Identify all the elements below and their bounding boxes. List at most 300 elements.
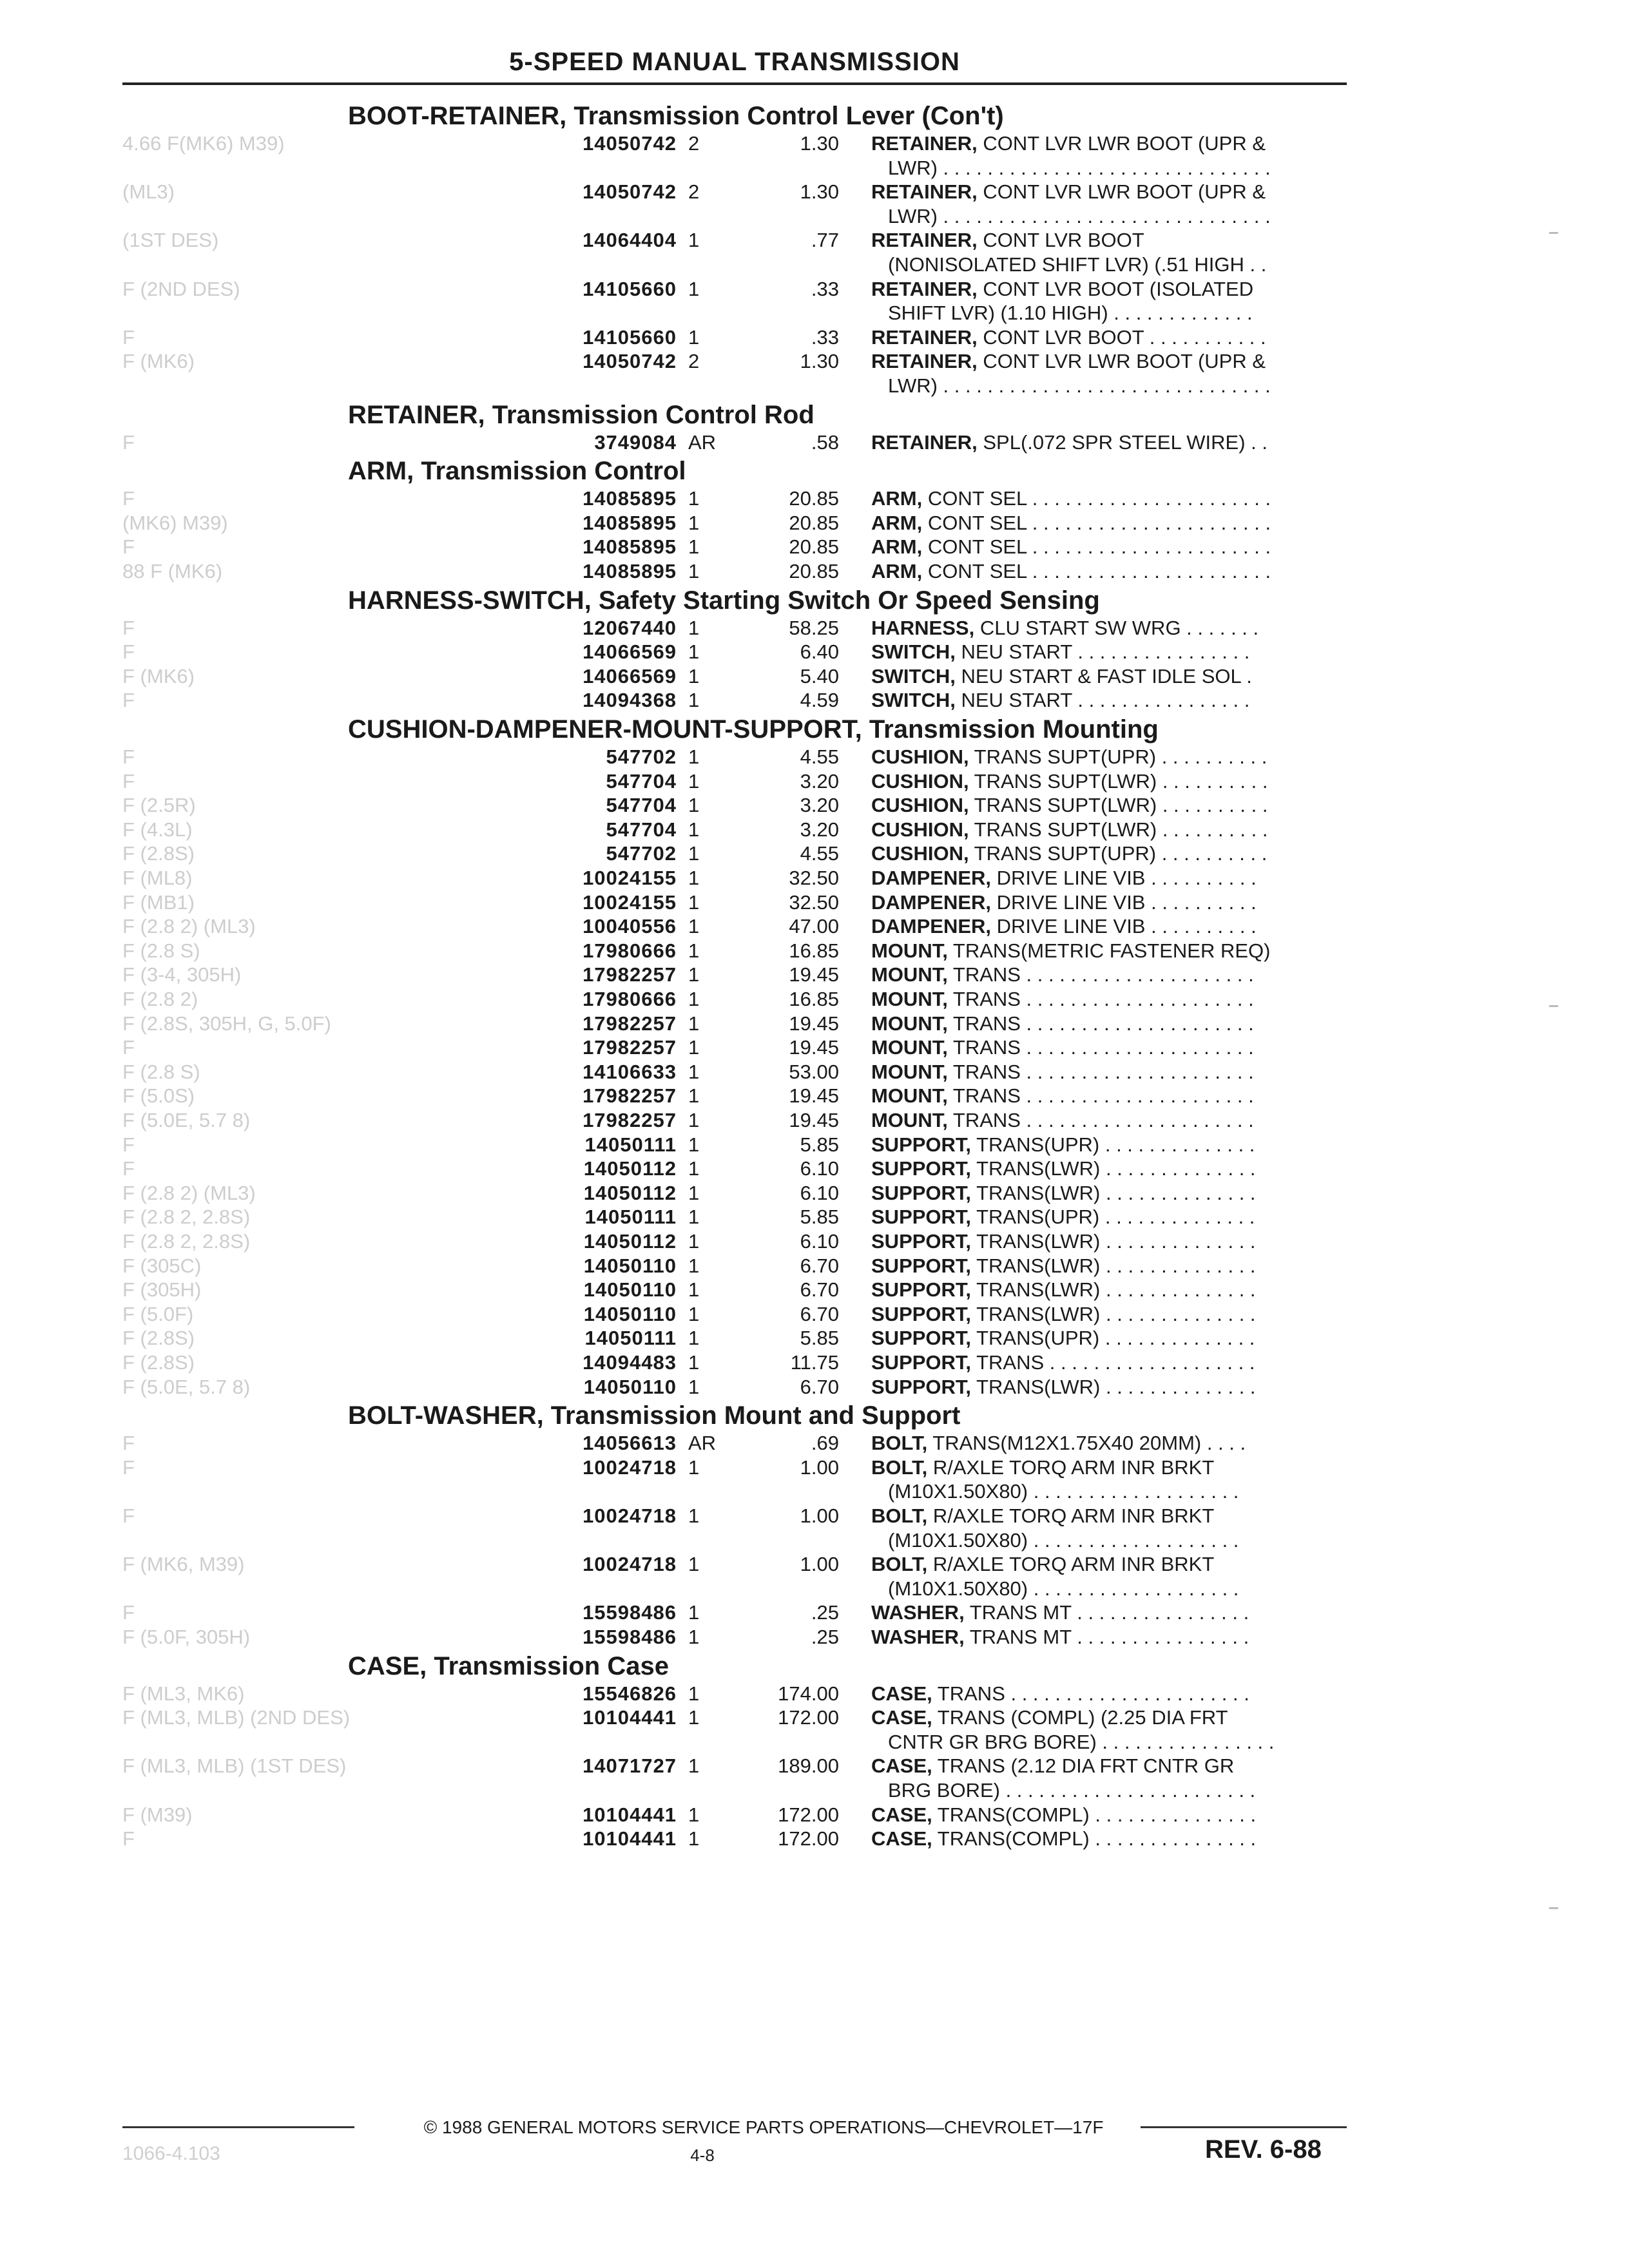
part-detail: DRIVE LINE VIB . . . . . . . . . . xyxy=(991,867,1257,889)
faded-usage-code: F (2.8 2) xyxy=(122,988,198,1010)
part-detail: DRIVE LINE VIB . . . . . . . . . . xyxy=(991,915,1257,938)
quantity: 1 xyxy=(688,1803,700,1826)
table-row xyxy=(0,325,1629,350)
part-description xyxy=(871,1302,1335,1327)
part-description xyxy=(871,1827,1335,1851)
part-description xyxy=(871,818,1335,842)
quantity: 1 xyxy=(688,842,700,865)
quantity: 1 xyxy=(688,867,700,889)
faded-usage-code: F (2.8S, 305H, G, 5.0F) xyxy=(122,1012,331,1035)
quantity: 1 xyxy=(688,1682,700,1705)
quantity: 1 xyxy=(688,1157,700,1180)
quantity: 1 xyxy=(688,1133,700,1156)
price: 174.00 xyxy=(778,1682,839,1705)
faded-usage-code: F (2.8S) xyxy=(122,1327,195,1350)
part-name: CUSHION, xyxy=(871,769,969,793)
quantity: 1 xyxy=(688,1278,700,1302)
price: .33 xyxy=(811,277,839,300)
quantity: 1 xyxy=(688,1084,700,1108)
part-detail: R/AXLE TORQ ARM INR BRKT xyxy=(927,1456,1215,1479)
table-row xyxy=(0,1375,1629,1399)
quantity: 1 xyxy=(688,511,700,534)
faded-usage-code: F (MK6, M39) xyxy=(122,1553,245,1576)
part-number: 10040556 xyxy=(583,915,677,938)
faded-page-code: 1066-4.103 xyxy=(122,2143,220,2164)
faded-usage-code: F (2.8 S) xyxy=(122,1060,200,1083)
part-description xyxy=(871,688,1335,713)
table-row xyxy=(0,430,1629,455)
part-description xyxy=(871,559,1335,584)
table-row xyxy=(0,866,1629,890)
part-name: DAMPENER, xyxy=(871,915,992,938)
part-name: CASE, xyxy=(871,1682,932,1705)
part-name: MOUNT, xyxy=(871,1084,948,1108)
part-description xyxy=(871,1060,1335,1084)
part-number: 17982257 xyxy=(583,1012,677,1035)
faded-usage-code: F xyxy=(122,1827,135,1850)
part-description xyxy=(871,430,1335,455)
part-detail: TRANS(COMPL) . . . . . . . . . . . . . . . xyxy=(932,1827,1257,1850)
part-number: 10104441 xyxy=(583,1706,677,1729)
table-row xyxy=(0,616,1629,640)
part-description xyxy=(871,1456,1335,1480)
price: 1.00 xyxy=(800,1456,839,1479)
part-name: DAMPENER, xyxy=(871,890,992,914)
quantity: 1 xyxy=(688,1302,700,1325)
faded-usage-code: F (5.0F) xyxy=(122,1302,194,1325)
price: 3.20 xyxy=(800,769,839,793)
price: 6.70 xyxy=(800,1278,839,1302)
quantity: 1 xyxy=(688,640,700,664)
table-row xyxy=(0,1035,1629,1060)
quantity: 1 xyxy=(688,915,700,938)
section-heading: RETAINER, Transmission Control Rod xyxy=(348,400,815,429)
quantity: 1 xyxy=(688,616,700,639)
faded-usage-code: F (2.8 2, 2.8S) xyxy=(122,1230,251,1253)
part-description xyxy=(871,1012,1335,1036)
part-detail: TRANS . . . . . . . . . . . . . . . . . . . . . . xyxy=(932,1682,1249,1705)
part-description xyxy=(871,963,1335,987)
part-detail: TRANS . . . . . . . . . . . . . . . . . . . xyxy=(971,1351,1255,1374)
price: 16.85 xyxy=(789,939,839,962)
part-description xyxy=(871,914,1335,939)
table-row xyxy=(0,1803,1629,1827)
price: 4.55 xyxy=(800,842,839,865)
description-continuation: CNTR GR BRG BORE) . . . . . . . . . . . . . . . . xyxy=(888,1730,1275,1753)
faded-usage-code: F (305C) xyxy=(122,1254,202,1277)
part-name: MOUNT, xyxy=(871,939,948,962)
quantity: 1 xyxy=(688,229,700,252)
part-number: 15598486 xyxy=(583,1601,677,1624)
description-continuation: (NONISOLATED SHIFT LVR) (.51 HIGH . . xyxy=(888,253,1267,276)
part-number: 15546826 xyxy=(583,1682,677,1705)
table-row xyxy=(0,1600,1629,1625)
quantity: 1 xyxy=(688,963,700,986)
part-description xyxy=(871,277,1335,302)
part-detail: TRANS . . . . . . . . . . . . . . . . . . . . . xyxy=(947,1060,1254,1083)
part-name: BOLT, xyxy=(871,1504,928,1527)
table-row xyxy=(0,1060,1629,1084)
price: 20.85 xyxy=(789,535,839,559)
part-detail: CONT LVR BOOT (ISOLATED xyxy=(977,277,1254,300)
faded-usage-code: F (2.8 2) (ML3) xyxy=(122,1181,256,1204)
quantity: 1 xyxy=(688,1254,700,1277)
part-detail: TRANS . . . . . . . . . . . . . . . . . . . . . xyxy=(947,1109,1254,1131)
part-name: SUPPORT, xyxy=(871,1254,972,1277)
part-detail: SPL(.072 SPR STEEL WIRE) . . xyxy=(977,430,1268,454)
part-number: 14066569 xyxy=(583,640,677,664)
part-number: 14105660 xyxy=(583,325,677,349)
faded-usage-code: F xyxy=(122,535,135,559)
part-name: CASE, xyxy=(871,1706,932,1729)
part-name: MOUNT, xyxy=(871,1109,948,1131)
faded-usage-code: F (MK6) xyxy=(122,350,195,373)
part-description xyxy=(871,1431,1335,1456)
price: 172.00 xyxy=(778,1706,839,1729)
price: 19.45 xyxy=(789,1012,839,1035)
part-detail: CONT SEL . . . . . . . . . . . . . . . . . . . . . . xyxy=(922,535,1271,559)
table-row xyxy=(0,1456,1629,1480)
faded-usage-code: (1ST DES) xyxy=(122,229,219,252)
faded-usage-code: F (3-4, 305H) xyxy=(122,963,242,986)
quantity: 1 xyxy=(688,939,700,962)
part-name: CASE, xyxy=(871,1754,932,1778)
description-continuation: (M10X1.50X80) . . . . . . . . . . . . . . . . . . . xyxy=(888,1577,1239,1600)
page-number: 4-8 xyxy=(690,2146,715,2165)
part-name: MOUNT, xyxy=(871,1012,948,1035)
part-number: 12067440 xyxy=(583,616,677,639)
part-name: RETAINER, xyxy=(871,350,978,373)
revision-label: REV. 6-88 xyxy=(1205,2135,1322,2164)
part-detail: NEU START . . . . . . . . . . . . . . . . xyxy=(955,689,1250,712)
table-row xyxy=(0,793,1629,818)
part-name: SWITCH, xyxy=(871,664,956,687)
price: 5.85 xyxy=(800,1327,839,1350)
part-name: RETAINER, xyxy=(871,430,978,454)
price: .69 xyxy=(811,1432,839,1455)
table-row xyxy=(0,963,1629,987)
price: 6.10 xyxy=(800,1157,839,1180)
scan-mark xyxy=(1549,1005,1558,1007)
part-number: 14085895 xyxy=(583,511,677,534)
part-name: CUSHION, xyxy=(871,818,969,841)
footer-rule-right xyxy=(1141,2126,1347,2128)
section-heading: BOOT-RETAINER, Transmission Control Lever (Con't) xyxy=(348,102,1004,130)
part-number: 14050110 xyxy=(583,1302,677,1325)
price: 6.10 xyxy=(800,1230,839,1253)
table-row xyxy=(0,769,1629,794)
part-description xyxy=(871,1229,1335,1254)
quantity: 2 xyxy=(688,180,700,204)
quantity: 1 xyxy=(688,1601,700,1624)
quantity: 1 xyxy=(688,794,700,817)
part-description xyxy=(871,1504,1335,1528)
price: 20.85 xyxy=(789,560,839,582)
price: 5.85 xyxy=(800,1206,839,1229)
quantity: 1 xyxy=(688,1181,700,1204)
part-detail: TRANS(METRIC FASTENER REQ) xyxy=(947,939,1271,962)
part-name: WASHER, xyxy=(871,1626,965,1648)
part-detail: R/AXLE TORQ ARM INR BRKT xyxy=(927,1553,1215,1576)
part-name: SUPPORT, xyxy=(871,1278,972,1302)
part-detail: NEU START . . . . . . . . . . . . . . . . xyxy=(955,640,1250,664)
part-number: 14050742 xyxy=(583,350,677,373)
price: 5.85 xyxy=(800,1133,839,1156)
table-row xyxy=(0,511,1629,535)
faded-usage-code: F (MK6) xyxy=(122,664,195,687)
part-description xyxy=(871,1552,1335,1577)
table-row xyxy=(0,1205,1629,1229)
part-detail: TRANS . . . . . . . . . . . . . . . . . . . . . xyxy=(947,963,1254,986)
part-detail: TRANS(M12X1.75X40 20MM) . . . . xyxy=(927,1432,1246,1455)
part-description xyxy=(871,1754,1335,1778)
price: 6.40 xyxy=(800,640,839,664)
part-number: 14085895 xyxy=(583,487,677,510)
price: 6.70 xyxy=(800,1254,839,1277)
part-detail: TRANS . . . . . . . . . . . . . . . . . . . . . xyxy=(947,1012,1254,1035)
part-description xyxy=(871,1035,1335,1060)
part-number: 17982257 xyxy=(583,963,677,986)
part-name: RETAINER, xyxy=(871,229,978,252)
description-continuation: LWR) . . . . . . . . . . . . . . . . . . . . . . . . . . . . . . xyxy=(888,374,1271,397)
part-detail: TRANS SUPT(UPR) . . . . . . . . . . xyxy=(969,842,1268,865)
price: 53.00 xyxy=(789,1060,839,1083)
part-number: 14106633 xyxy=(583,1060,677,1083)
price: 16.85 xyxy=(789,988,839,1010)
price: 47.00 xyxy=(789,915,839,938)
part-description xyxy=(871,1157,1335,1181)
part-name: MOUNT, xyxy=(871,1060,948,1083)
part-name: MOUNT, xyxy=(871,988,948,1010)
part-description xyxy=(871,640,1335,664)
price: 19.45 xyxy=(789,1036,839,1059)
faded-usage-code: F xyxy=(122,640,135,664)
price: 6.70 xyxy=(800,1302,839,1325)
faded-usage-code: F (ML8) xyxy=(122,867,193,889)
faded-usage-code: F (2.8S) xyxy=(122,842,195,865)
faded-usage-code: F (ML3, MK6) xyxy=(122,1682,245,1705)
price: 20.85 xyxy=(789,487,839,510)
footer-rule-left xyxy=(122,2126,354,2128)
quantity: 1 xyxy=(688,1706,700,1729)
price: 19.45 xyxy=(789,963,839,986)
part-description xyxy=(871,1706,1335,1730)
part-description xyxy=(871,1625,1335,1649)
part-name: BOLT, xyxy=(871,1432,928,1455)
part-detail: TRANS (2.12 DIA FRT CNTR GR xyxy=(932,1754,1235,1778)
quantity: 2 xyxy=(688,132,700,155)
table-row xyxy=(0,228,1629,253)
table-row xyxy=(0,1181,1629,1206)
part-number: 3749084 xyxy=(594,430,677,454)
part-number: 14064404 xyxy=(583,229,677,252)
price: 172.00 xyxy=(778,1803,839,1826)
price: 1.00 xyxy=(800,1553,839,1576)
part-name: ARM, xyxy=(871,535,923,559)
part-number: 17980666 xyxy=(583,939,677,962)
table-row xyxy=(0,535,1629,559)
description-continuation: (M10X1.50X80) . . . . . . . . . . . . . . . . . . . xyxy=(888,1480,1239,1503)
part-name: SUPPORT, xyxy=(871,1133,972,1156)
description-continuation: BRG BORE) . . . . . . . . . . . . . . . . . . . . . . . xyxy=(888,1779,1256,1802)
part-description xyxy=(871,1084,1335,1108)
part-detail: TRANS . . . . . . . . . . . . . . . . . . . . . xyxy=(947,988,1254,1010)
part-name: DAMPENER, xyxy=(871,867,992,889)
description-continuation: (M10X1.50X80) . . . . . . . . . . . . . . . . . . . xyxy=(888,1528,1239,1552)
table-row xyxy=(0,841,1629,866)
faded-usage-code: F xyxy=(122,769,135,793)
quantity: 1 xyxy=(688,1060,700,1083)
part-detail: NEU START & FAST IDLE SOL . xyxy=(955,664,1252,687)
faded-usage-code: F (MB1) xyxy=(122,890,195,914)
quantity: 1 xyxy=(688,818,700,841)
part-number: 547702 xyxy=(606,842,677,865)
part-detail: TRANS SUPT(LWR) . . . . . . . . . . xyxy=(969,794,1268,817)
part-detail: TRANS SUPT(LWR) . . . . . . . . . . xyxy=(969,769,1268,793)
part-detail: TRANS SUPT(LWR) . . . . . . . . . . xyxy=(969,818,1268,841)
description-continuation: LWR) . . . . . . . . . . . . . . . . . . . . . . . . . . . . . . xyxy=(888,156,1271,179)
part-number: 14050110 xyxy=(583,1375,677,1398)
table-row xyxy=(0,1157,1629,1181)
quantity: 1 xyxy=(688,745,700,768)
part-name: SUPPORT, xyxy=(871,1302,972,1325)
faded-usage-code: F (2.8 2, 2.8S) xyxy=(122,1206,251,1229)
table-row xyxy=(0,1431,1629,1456)
part-name: RETAINER, xyxy=(871,277,978,300)
part-description xyxy=(871,987,1335,1012)
faded-usage-code: F (ML3, MLB) (2ND DES) xyxy=(122,1706,351,1729)
part-detail: CONT LVR BOOT . . . . . . . . . . . xyxy=(977,325,1266,349)
footer-copyright: © 1988 GENERAL MOTORS SERVICE PARTS OPERATIONS—CHEVROLET—17F xyxy=(423,2117,1104,2137)
table-row xyxy=(0,131,1629,156)
quantity: 2 xyxy=(688,350,700,373)
page-title: 5-SPEED MANUAL TRANSMISSION xyxy=(509,48,960,76)
part-number: 14050112 xyxy=(583,1230,677,1253)
part-name: SUPPORT, xyxy=(871,1230,972,1253)
quantity: 1 xyxy=(688,890,700,914)
faded-usage-code: F (2.5R) xyxy=(122,794,196,817)
faded-usage-code: F (ML3, MLB) (1ST DES) xyxy=(122,1754,347,1778)
table-row xyxy=(0,180,1629,204)
table-row xyxy=(0,1827,1629,1851)
section-heading: BOLT-WASHER, Transmission Mount and Support xyxy=(348,1401,961,1430)
part-detail: TRANS (COMPL) (2.25 DIA FRT xyxy=(932,1706,1228,1729)
table-row xyxy=(0,664,1629,689)
part-number: 14050742 xyxy=(583,180,677,204)
part-description xyxy=(871,1350,1335,1375)
quantity: 1 xyxy=(688,1230,700,1253)
part-name: SUPPORT, xyxy=(871,1351,972,1374)
faded-usage-code: (ML3) xyxy=(122,180,175,204)
part-name: MOUNT, xyxy=(871,963,948,986)
quantity: 1 xyxy=(688,689,700,712)
faded-usage-code: F xyxy=(122,1157,135,1180)
price: .25 xyxy=(811,1626,839,1648)
price: 172.00 xyxy=(778,1827,839,1850)
part-name: CASE, xyxy=(871,1803,932,1826)
part-name: WASHER, xyxy=(871,1601,965,1624)
part-detail: TRANS . . . . . . . . . . . . . . . . . . . . . xyxy=(947,1084,1254,1108)
faded-usage-code: F (5.0E, 5.7 8) xyxy=(122,1109,251,1131)
part-name: BOLT, xyxy=(871,1456,928,1479)
part-name: RETAINER, xyxy=(871,180,978,204)
price: 58.25 xyxy=(789,616,839,639)
part-detail: TRANS MT . . . . . . . . . . . . . . . . xyxy=(964,1626,1249,1648)
quantity: 1 xyxy=(688,560,700,582)
faded-usage-code: F xyxy=(122,1133,135,1156)
quantity: AR xyxy=(688,430,717,454)
price: 6.70 xyxy=(800,1375,839,1398)
part-number: 547704 xyxy=(606,769,677,793)
part-number: 14085895 xyxy=(583,535,677,559)
price: 11.75 xyxy=(790,1351,839,1374)
quantity: 1 xyxy=(688,1504,700,1527)
part-number: 14085895 xyxy=(583,560,677,582)
part-description xyxy=(871,939,1335,963)
faded-usage-code: F (2.8 S) xyxy=(122,939,200,962)
title-rule xyxy=(122,82,1347,85)
part-name: SUPPORT, xyxy=(871,1181,972,1204)
quantity: 1 xyxy=(688,1012,700,1035)
faded-usage-code: 4.66 F(MK6) M39) xyxy=(122,132,285,155)
table-row xyxy=(0,1084,1629,1108)
part-name: SUPPORT, xyxy=(871,1157,972,1180)
table-row xyxy=(0,559,1629,584)
part-description xyxy=(871,1600,1335,1625)
price: 20.85 xyxy=(789,511,839,534)
quantity: 1 xyxy=(688,1109,700,1131)
part-detail: DRIVE LINE VIB . . . . . . . . . . xyxy=(991,890,1257,914)
faded-usage-code: F (2ND DES) xyxy=(122,277,240,300)
part-number: 14050111 xyxy=(584,1206,677,1229)
faded-usage-code: F xyxy=(122,745,135,768)
table-row xyxy=(0,1302,1629,1327)
part-detail: CONT LVR LWR BOOT (UPR & xyxy=(977,132,1266,155)
part-number: 17980666 xyxy=(583,988,677,1010)
part-detail: TRANS(LWR) . . . . . . . . . . . . . . xyxy=(971,1254,1256,1277)
table-row xyxy=(0,939,1629,963)
section-heading: CUSHION-DAMPENER-MOUNT-SUPPORT, Transmission Mounting xyxy=(348,715,1159,744)
quantity: 1 xyxy=(688,769,700,793)
part-name: ARM, xyxy=(871,487,923,510)
part-name: RETAINER, xyxy=(871,325,978,349)
quantity: AR xyxy=(688,1432,717,1455)
part-name: ARM, xyxy=(871,511,923,534)
part-detail: TRANS(LWR) . . . . . . . . . . . . . . xyxy=(971,1278,1256,1302)
table-row xyxy=(0,890,1629,915)
price: 5.40 xyxy=(800,664,839,687)
table-row xyxy=(0,1682,1629,1706)
table-row xyxy=(0,1133,1629,1157)
table-row xyxy=(0,1326,1629,1350)
table-row xyxy=(0,914,1629,939)
faded-usage-code: F xyxy=(122,1036,135,1059)
faded-usage-code: F (5.0E, 5.7 8) xyxy=(122,1375,251,1398)
part-number: 14094483 xyxy=(583,1351,677,1374)
part-detail: CONT SEL . . . . . . . . . . . . . . . . . . . . . . xyxy=(922,487,1271,510)
part-number: 10104441 xyxy=(583,1827,677,1850)
faded-usage-code: F (2.8 2) (ML3) xyxy=(122,915,256,938)
price: 1.00 xyxy=(800,1504,839,1527)
part-description xyxy=(871,1108,1335,1133)
part-name: HARNESS, xyxy=(871,616,975,639)
part-detail: R/AXLE TORQ ARM INR BRKT xyxy=(927,1504,1215,1527)
part-name: SWITCH, xyxy=(871,640,956,664)
part-detail: TRANS(LWR) . . . . . . . . . . . . . . xyxy=(971,1157,1256,1180)
part-number: 10024155 xyxy=(583,890,677,914)
part-detail: TRANS(UPR) . . . . . . . . . . . . . . xyxy=(971,1133,1255,1156)
part-number: 14050110 xyxy=(583,1254,677,1277)
